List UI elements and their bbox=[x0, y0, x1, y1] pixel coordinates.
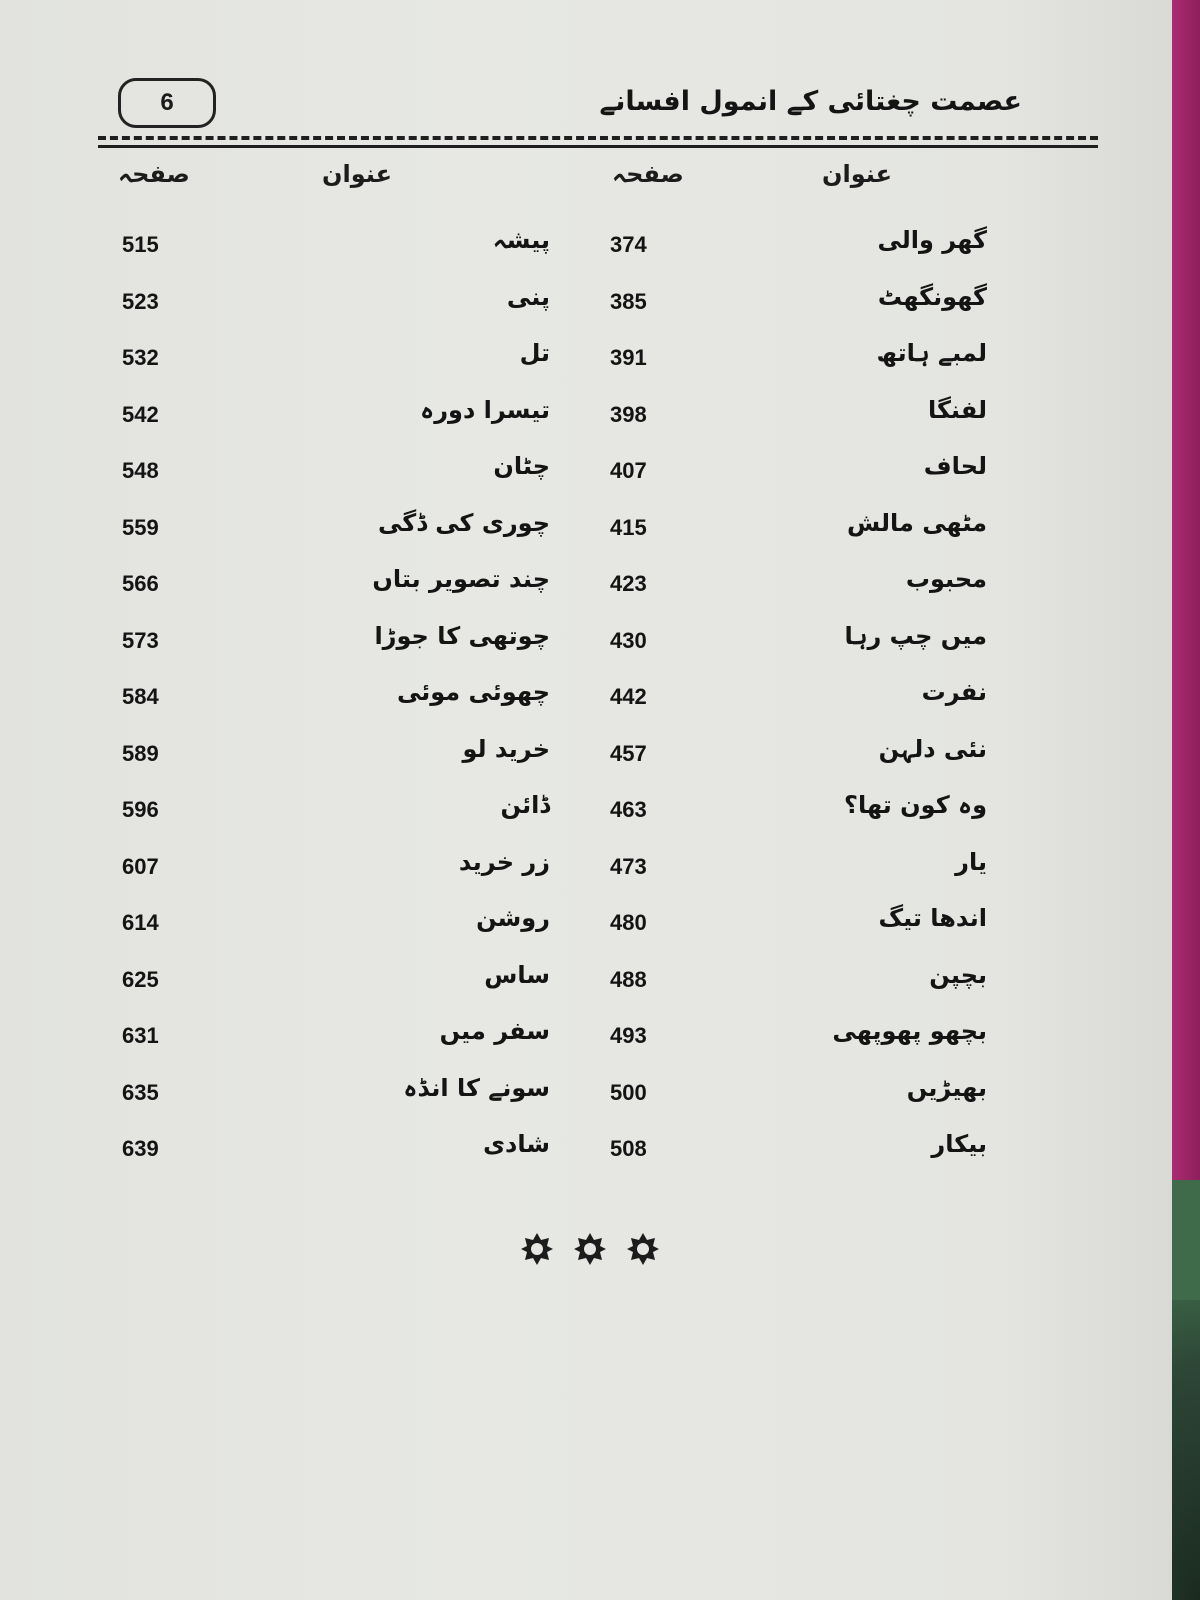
toc-entry-title: سفر میں bbox=[439, 1017, 550, 1045]
toc-entry-title: گھر والی bbox=[877, 226, 987, 254]
toc-entry-page: 430 bbox=[610, 627, 647, 653]
toc-entry-page: 631 bbox=[122, 1023, 159, 1048]
toc-entry-title: شادی bbox=[483, 1130, 550, 1158]
toc-entry-page: 415 bbox=[610, 514, 647, 540]
toc-entry-title: چند تصویر بتاں bbox=[372, 565, 550, 593]
toc-entry-page: 596 bbox=[122, 797, 159, 822]
left-page-column-head: صفحہ bbox=[118, 160, 190, 188]
toc-entry-page: 374 bbox=[610, 232, 647, 257]
flower-ornament-icon bbox=[626, 1232, 660, 1266]
toc-entry-page: 385 bbox=[610, 288, 647, 314]
toc-entry-page: 607 bbox=[122, 853, 159, 879]
toc-entry-title: پیشہ bbox=[492, 226, 550, 254]
toc-entry-page: 614 bbox=[122, 910, 159, 935]
toc-entry-page: 398 bbox=[610, 401, 647, 427]
toc-entry-title: چوتھی کا جوڑا bbox=[374, 621, 550, 650]
toc-entry-title: زر خرید bbox=[458, 847, 550, 876]
toc-row bbox=[0, 678, 1172, 718]
toc-entry-title: چٹان bbox=[493, 452, 550, 480]
page-number: 6 bbox=[160, 89, 174, 116]
toc-entry-title: گھونگھٹ bbox=[877, 282, 987, 311]
toc-entry-page: 584 bbox=[122, 684, 159, 709]
toc-entry-title: لمبے ہاتھ bbox=[876, 339, 987, 367]
toc-entry-page: 566 bbox=[122, 571, 159, 596]
toc-entry-title: ڈائن bbox=[500, 791, 550, 819]
page-number-frame bbox=[118, 78, 216, 128]
toc-entry-page: 423 bbox=[610, 571, 647, 596]
toc-entry-title: محبوب bbox=[905, 565, 987, 593]
toc-entry-title: بچھو پھوپھی bbox=[832, 1017, 987, 1045]
toc-row bbox=[0, 791, 1172, 831]
toc-row bbox=[0, 509, 1172, 549]
toc-entry-title: نئی دلہن bbox=[878, 734, 987, 763]
toc-row bbox=[0, 1130, 1172, 1170]
toc-entry-page: 515 bbox=[122, 232, 159, 257]
toc-row bbox=[0, 452, 1172, 492]
toc-entry-page: 500 bbox=[610, 1079, 647, 1105]
toc-entry-page: 542 bbox=[122, 401, 159, 427]
toc-entry-title: سونے کا انڈہ bbox=[403, 1073, 550, 1102]
toc-entry-title: نفرت bbox=[921, 678, 987, 706]
header-solid-rule bbox=[98, 145, 1098, 148]
toc-entry-page: 473 bbox=[610, 853, 647, 879]
toc-entry-page: 573 bbox=[122, 627, 159, 653]
toc-row bbox=[0, 1074, 1172, 1114]
toc-entry-title: یار bbox=[955, 847, 987, 876]
toc-entry-title: چھوئی موئی bbox=[396, 678, 550, 706]
toc-entry-page: 407 bbox=[610, 458, 647, 483]
toc-entry-page: 391 bbox=[610, 345, 647, 370]
toc-entry-page: 548 bbox=[122, 458, 159, 483]
toc-entry-page: 635 bbox=[122, 1079, 159, 1105]
toc-entry-title: بچپن bbox=[929, 960, 987, 989]
toc-entry-title: اندھا تیگ bbox=[878, 904, 987, 932]
toc-entry-title: چوری کی ڈگی bbox=[377, 508, 550, 537]
toc-entry-page: 625 bbox=[122, 966, 159, 992]
toc-entry-title: لحاف bbox=[923, 452, 987, 480]
toc-entry-page: 523 bbox=[122, 288, 159, 314]
toc-entry-title: بیکار bbox=[931, 1130, 987, 1158]
toc-row bbox=[0, 848, 1172, 888]
toc-entry-page: 589 bbox=[122, 740, 159, 766]
toc-entry-page: 493 bbox=[610, 1023, 647, 1048]
flower-ornament-icon bbox=[520, 1232, 554, 1266]
right-title-column-head: عنوان bbox=[822, 160, 892, 188]
header-dashed-rule bbox=[98, 136, 1098, 140]
toc-entry-title: وہ کون تھا؟ bbox=[844, 791, 987, 819]
right-page-column-head: صفحہ bbox=[612, 160, 684, 188]
toc-entry-title: ساس bbox=[484, 960, 550, 989]
toc-entry-title: تیسرا دورہ bbox=[420, 395, 550, 424]
toc-entry-page: 488 bbox=[610, 966, 647, 992]
toc-row bbox=[0, 565, 1172, 605]
toc-entry-title: بھیڑیں bbox=[906, 1073, 987, 1102]
toc-entry-title: مٹھی مالش bbox=[847, 508, 987, 537]
toc-entry-page: 559 bbox=[122, 514, 159, 540]
toc-row bbox=[0, 1017, 1172, 1057]
toc-entry-title: پنی bbox=[506, 282, 550, 311]
toc-entry-title: تل bbox=[519, 339, 550, 367]
toc-entry-title: میں چپ رہا bbox=[844, 621, 987, 650]
toc-entry-title: خرید لو bbox=[462, 734, 550, 763]
toc-row bbox=[0, 622, 1172, 662]
toc-entry-page: 639 bbox=[122, 1136, 159, 1161]
running-title: عصمت چغتائی کے انمول افسانے bbox=[599, 86, 1022, 117]
toc-entry-page: 508 bbox=[610, 1136, 647, 1161]
toc-row bbox=[0, 904, 1172, 944]
toc-entry-title: لفنگا bbox=[927, 395, 987, 424]
left-title-column-head: عنوان bbox=[322, 160, 392, 188]
ornament-row bbox=[520, 1232, 660, 1266]
toc-row bbox=[0, 961, 1172, 1001]
flower-ornament-icon bbox=[573, 1232, 607, 1266]
toc-entry-title: روشن bbox=[476, 904, 550, 932]
toc-entry-page: 442 bbox=[610, 684, 647, 709]
toc-row bbox=[0, 735, 1172, 775]
toc-row bbox=[0, 339, 1172, 379]
toc-entry-page: 532 bbox=[122, 345, 159, 370]
toc-row bbox=[0, 283, 1172, 323]
toc-row bbox=[0, 226, 1172, 266]
toc-entry-page: 457 bbox=[610, 740, 647, 766]
toc-entry-page: 480 bbox=[610, 910, 647, 935]
toc-row bbox=[0, 396, 1172, 436]
toc-entry-page: 463 bbox=[610, 797, 647, 822]
